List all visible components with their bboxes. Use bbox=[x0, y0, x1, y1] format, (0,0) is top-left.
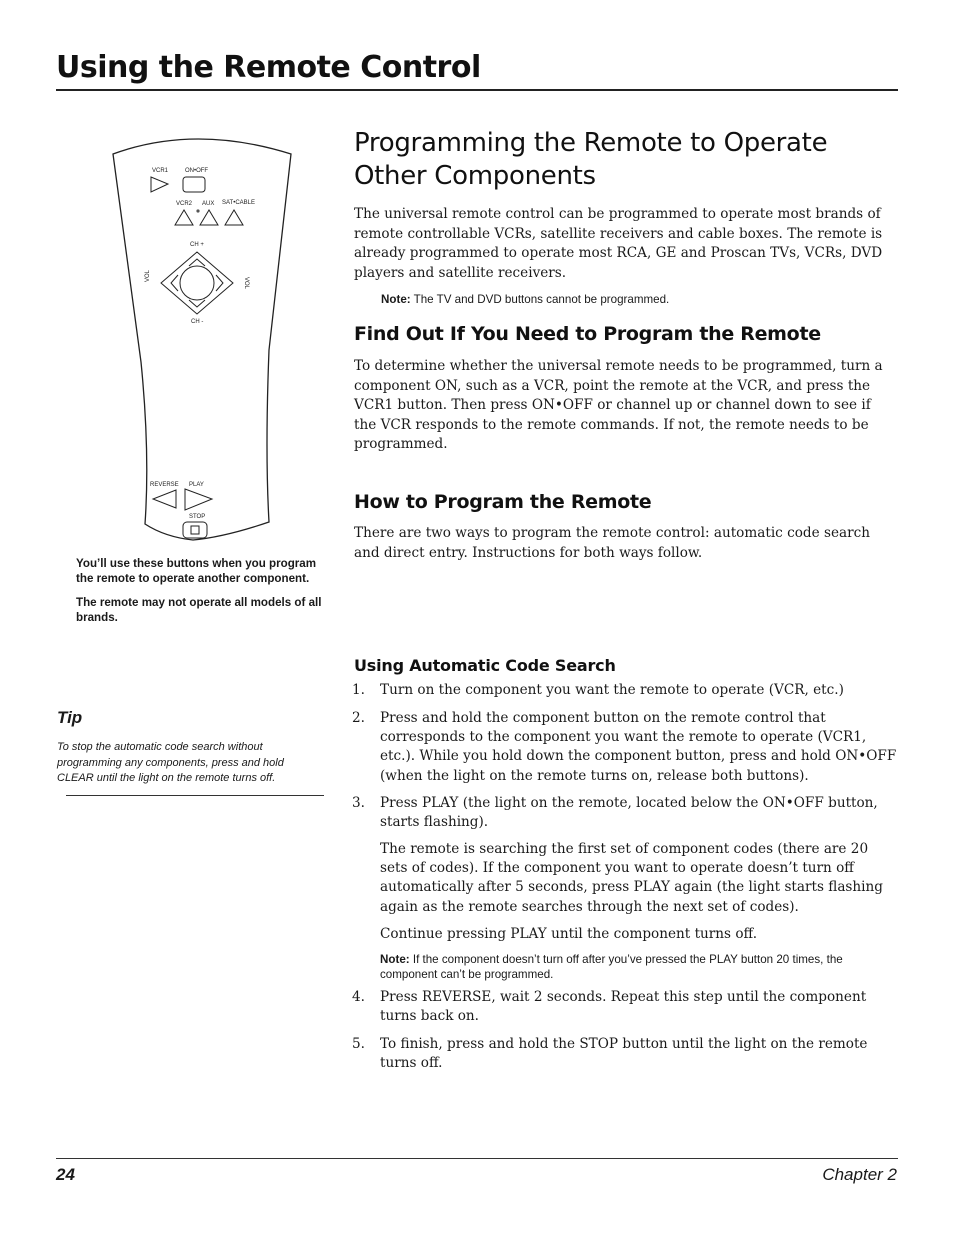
note-1 bbox=[381, 292, 669, 307]
vol-left-label: VOL bbox=[145, 269, 151, 282]
aux-label: AUX bbox=[202, 201, 215, 207]
section-2-heading: How to Program the Remote bbox=[354, 491, 652, 513]
chapter-label: Chapter 2 bbox=[822, 1165, 897, 1184]
step-number: 3. bbox=[352, 795, 365, 811]
remote-illustration bbox=[105, 132, 305, 548]
intro-paragraph: The universal remote control can be programmed to operate most brands of remote controllable VCRs, satellite receivers and cable boxes. The remote is already programmed to operate most RCA, GE and Proscan TVs, VCRs, DVD players and satellite receivers. bbox=[354, 206, 883, 281]
caption-2: The remote may not operate all models of all brands. bbox=[76, 596, 322, 624]
ch-down-arrow bbox=[189, 300, 205, 307]
footer-rule bbox=[56, 1158, 898, 1159]
note-1-label: Note: bbox=[381, 293, 411, 306]
vcr2-button bbox=[175, 210, 193, 225]
play-label: PLAY bbox=[189, 482, 204, 488]
step-3 bbox=[352, 794, 898, 832]
step-number: 1. bbox=[352, 682, 365, 698]
note-2-text: If the component doesn’t turn off after you’ve pressed the PLAY button 20 times, the component can’t be programmed. bbox=[380, 953, 843, 981]
dpad-center bbox=[180, 266, 214, 300]
stop-square bbox=[191, 526, 199, 534]
caption-1: You’ll use these buttons when you program the remote to operate another component. bbox=[76, 557, 317, 585]
section-2-text: There are two ways to program the remote control: automatic code search and direct entry. Instructions for both ways follow. bbox=[354, 525, 870, 561]
note-2-label: Note: bbox=[380, 953, 410, 966]
step-3-para-2: Continue pressing PLAY until the component turns off. bbox=[380, 926, 758, 942]
step-text: Press PLAY (the light on the remote, located below the ON•OFF button, starts flashing). bbox=[380, 795, 878, 831]
dpad-diamond bbox=[161, 252, 233, 314]
sat-cable-button bbox=[225, 210, 243, 225]
vcr1-label: VCR1 bbox=[152, 168, 169, 174]
step-number: 2. bbox=[352, 710, 365, 726]
note-1-text: The TV and DVD buttons cannot be programmed. bbox=[410, 293, 670, 306]
ch-minus-label: CH - bbox=[191, 319, 204, 325]
subsection-heading: Using Automatic Code Search bbox=[354, 656, 616, 675]
step-number: 4. bbox=[352, 989, 365, 1005]
indicator-light bbox=[196, 209, 199, 212]
step-2 bbox=[352, 709, 898, 786]
vol-right-arrow bbox=[216, 275, 223, 291]
section-1-heading: Find Out If You Need to Program the Remote bbox=[354, 323, 821, 345]
remote-caption bbox=[76, 556, 326, 634]
vol-right-label: VOL bbox=[243, 277, 249, 290]
step-text: Press REVERSE, wait 2 seconds. Repeat this step until the component turns back on. bbox=[380, 989, 867, 1025]
tip-rule bbox=[66, 795, 324, 796]
step-text: Turn on the component you want the remote to operate (VCR, etc.) bbox=[380, 682, 844, 698]
play-button bbox=[185, 489, 212, 510]
step-text: Press and hold the component button on the remote control that corresponds to the component you want the remote to operate (VCR1, etc.). While you hold down the component button, press and hold ON•OFF (when the light on the remote turns on, release both buttons). bbox=[380, 710, 897, 784]
main-heading: Programming the Remote to Operate Other Components bbox=[354, 128, 828, 191]
step-number: 5. bbox=[352, 1036, 365, 1052]
section-1-text: To determine whether the universal remote needs to be programmed, turn a component ON, such as a VCR, point the remote at the VCR, and press the VCR1 button. Then press ON•OFF or channel up or channel down to see if the VCR responds to the remote commands. If not, the remote needs to be programmed. bbox=[354, 358, 883, 452]
tip-text: To stop the automatic code search without programming any components, press and hold CLEAR until the light on the remote turns off. bbox=[57, 741, 284, 784]
ch-up-arrow bbox=[189, 259, 205, 266]
step-text: To finish, press and hold the STOP button until the light on the remote turns off. bbox=[380, 1036, 868, 1072]
tip-title: Tip bbox=[57, 708, 83, 727]
stop-label: STOP bbox=[189, 514, 206, 520]
vol-left-arrow bbox=[171, 275, 178, 291]
page-number: 24 bbox=[56, 1165, 75, 1184]
stop-button bbox=[183, 522, 207, 538]
vcr1-button bbox=[151, 177, 168, 192]
step-4 bbox=[352, 988, 898, 1026]
on-off-button bbox=[183, 177, 205, 192]
reverse-label: REVERSE bbox=[150, 482, 179, 488]
page-title: Using the Remote Control bbox=[56, 50, 481, 85]
ch-plus-label: CH + bbox=[190, 242, 204, 248]
on-off-label: ON•OFF bbox=[185, 168, 209, 174]
reverse-button bbox=[153, 490, 176, 508]
sat-cable-label: SAT•CABLE bbox=[222, 200, 255, 206]
vcr2-label: VCR2 bbox=[176, 201, 193, 207]
step-3-para-1: The remote is searching the first set of component codes (there are 20 sets of codes). If the component you want to operate doesn’t turn off automatically after 5 seconds, press PLAY again (the light starts flashing again as the remote searches through the next set of codes). bbox=[380, 841, 883, 915]
note-2 bbox=[380, 952, 880, 982]
aux-button bbox=[200, 210, 218, 225]
remote-outline bbox=[113, 139, 291, 540]
step-1 bbox=[352, 681, 898, 700]
step-5 bbox=[352, 1035, 898, 1073]
title-rule bbox=[56, 89, 898, 91]
